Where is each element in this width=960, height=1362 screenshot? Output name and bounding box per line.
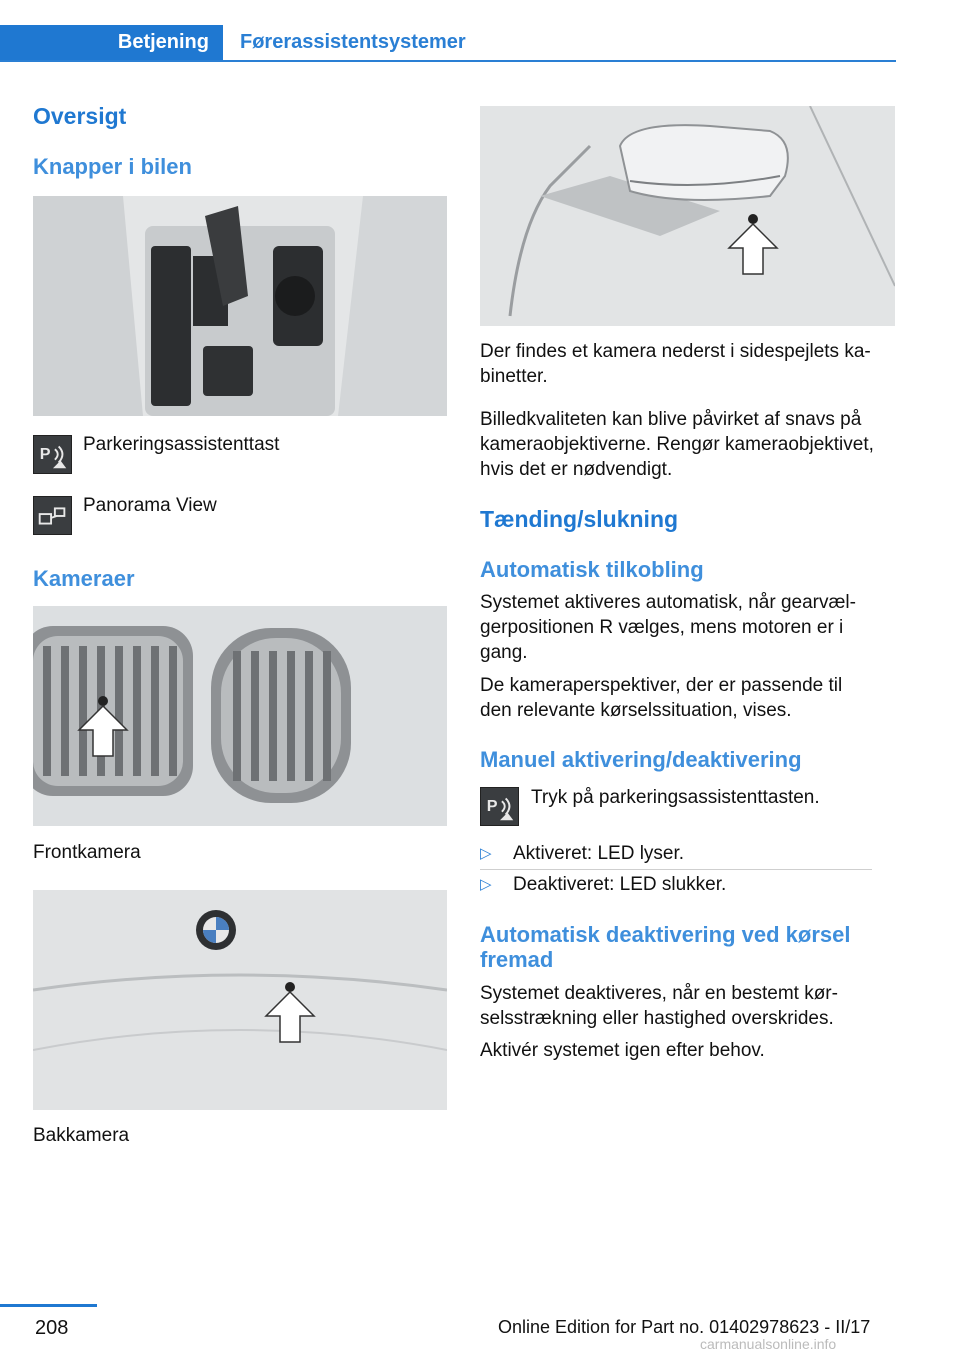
triangle-bullet-icon: ▷ [480,876,492,893]
front-camera-caption: Frontkamera [33,842,141,863]
page-number-rule [0,1304,97,1307]
manual-instruction: Tryk på parkeringsassistenttasten. [531,787,820,808]
panorama-view-label: Panorama View [83,495,217,516]
bullet-text: Aktiveret: LED lyser. [513,843,685,864]
heading-taending-slukning: Tænding/slukning [480,506,679,532]
heading-automatisk-tilkobling: Automatisk tilkobling [480,557,704,582]
front-camera-photo [33,606,447,826]
mirror-text-line2: binetter. [480,366,548,387]
auto-off-line1: Systemet deaktiveres, når en bestemt kør- [480,983,838,1004]
auto-on-line1: Systemet aktiveres automatisk, når gearvæl- [480,592,856,613]
bullet-text: Deaktiveret: LED slukker. [513,874,727,895]
center-console-photo [33,196,447,416]
page-number: 208 [35,1317,69,1339]
auto-on-line3: gang. [480,642,528,663]
mirror-text-line1: Der findes et kamera nederst i sidespejlets ka- [480,341,871,362]
tab-betjening[interactable]: Betjening [0,25,223,60]
list-item [480,841,872,866]
watermark: carmanualsonline.info [700,1336,837,1352]
quality-text-line3: hvis det er nødvendigt. [480,459,673,480]
reactivate-text: Aktivér systemet igen efter behov. [480,1040,765,1061]
heading-automatisk-deaktivering-line1: Automatisk deaktivering ved kørsel [480,922,851,947]
side-mirror-photo [480,106,895,326]
quality-text-line2: kameraobjektiverne. Rengør kameraobjektivet, [480,434,874,455]
perspective-line2: den relevante kørselssituation, vises. [480,700,792,721]
rear-camera-photo [33,890,447,1110]
divider [480,869,872,870]
heading-automatisk-deaktivering-line2: fremad [480,947,554,972]
heading-oversigt: Oversigt [33,103,127,129]
auto-on-line2: gerpositionen R vælges, mens motoren er i [480,617,844,638]
list-item [480,872,872,897]
rear-camera-caption: Bakkamera [33,1125,130,1146]
panorama-view-icon [33,496,72,535]
quality-text-line1: Billedkvaliteten kan blive påvirket af snavs på [480,409,862,430]
perspective-line1: De kameraperspektiver, der er passende til [480,675,843,696]
parking-assist-icon [480,787,519,826]
tab-forerassistentsystemer[interactable]: Førerassistentsystemer [240,31,466,53]
parking-assist-icon [33,435,72,474]
heading-manuel-aktivering: Manuel aktivering/deaktivering [480,747,802,772]
svg-text:P: P [486,796,498,815]
edition-text: Online Edition for Part no. 01402978623 - II/17 [498,1317,871,1337]
header-tabs [0,25,896,62]
parking-button-label: Parkeringsassistenttast [83,434,280,455]
auto-off-line2: selsstrækning eller hastighed overskrides. [480,1008,834,1029]
triangle-bullet-icon: ▷ [480,845,492,862]
heading-kameraer: Kameraer [33,566,135,591]
heading-knapper-i-bilen: Knapper i bilen [33,154,192,179]
svg-text:P: P [39,444,51,463]
